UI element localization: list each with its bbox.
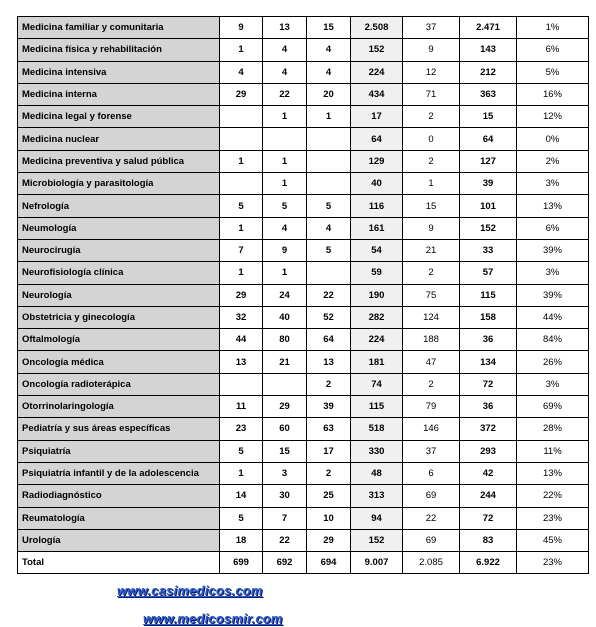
value-cell: 13 <box>263 17 307 39</box>
medicosmir-link[interactable]: www.medicosmir.com <box>143 611 283 626</box>
value-cell: 282 <box>351 306 403 328</box>
value-cell: 9 <box>220 17 263 39</box>
table-row <box>18 373 589 395</box>
value-cell: 63 <box>307 418 351 440</box>
value-cell: 6 <box>403 462 460 484</box>
value-cell <box>263 373 307 395</box>
value-cell: 16% <box>517 83 589 105</box>
specialty-name-cell: Radiodiagnóstico <box>18 485 220 507</box>
value-cell: 7 <box>220 239 263 261</box>
value-cell: 71 <box>403 83 460 105</box>
value-cell: 3 <box>263 462 307 484</box>
value-cell: 134 <box>460 351 517 373</box>
value-cell: 13 <box>220 351 263 373</box>
value-cell: 69 <box>403 529 460 551</box>
value-cell: 1 <box>220 462 263 484</box>
value-cell: 54 <box>351 239 403 261</box>
specialty-name-cell: Medicina física y rehabilitación <box>18 39 220 61</box>
value-cell: 143 <box>460 39 517 61</box>
value-cell: 64 <box>307 329 351 351</box>
table-row <box>18 329 589 351</box>
value-cell: 15 <box>403 195 460 217</box>
value-cell: 21 <box>403 239 460 261</box>
value-cell: 52 <box>307 306 351 328</box>
specialty-name-cell: Reumatología <box>18 507 220 529</box>
value-cell: 6% <box>517 39 589 61</box>
table-row <box>18 418 589 440</box>
value-cell: 2.471 <box>460 17 517 39</box>
value-cell: 4 <box>307 61 351 83</box>
value-cell <box>307 150 351 172</box>
value-cell: 72 <box>460 373 517 395</box>
value-cell: 69% <box>517 396 589 418</box>
value-cell: 4 <box>307 217 351 239</box>
value-cell: 15 <box>263 440 307 462</box>
value-cell: 699 <box>220 552 263 574</box>
table-row <box>18 83 589 105</box>
value-cell: 26% <box>517 351 589 373</box>
value-cell: 42 <box>460 462 517 484</box>
value-cell <box>220 128 263 150</box>
specialty-name-cell: Oncología radioterápica <box>18 373 220 395</box>
specialty-name-cell: Medicina preventiva y salud pública <box>18 150 220 172</box>
value-cell: 152 <box>351 39 403 61</box>
value-cell: 224 <box>351 329 403 351</box>
value-cell: 37 <box>403 440 460 462</box>
value-cell: 83 <box>460 529 517 551</box>
specialty-name-cell: Neumología <box>18 217 220 239</box>
value-cell: 1 <box>220 217 263 239</box>
value-cell: 23% <box>517 552 589 574</box>
value-cell: 116 <box>351 195 403 217</box>
specialty-name-cell: Neurofisiología clínica <box>18 262 220 284</box>
value-cell: 5 <box>220 507 263 529</box>
value-cell: 22 <box>403 507 460 529</box>
value-cell: 330 <box>351 440 403 462</box>
specialty-name-cell: Medicina legal y forense <box>18 106 220 128</box>
value-cell: 39% <box>517 284 589 306</box>
value-cell: 372 <box>460 418 517 440</box>
value-cell: 1% <box>517 17 589 39</box>
value-cell: 29 <box>263 396 307 418</box>
value-cell: 30 <box>263 485 307 507</box>
value-cell: 2 <box>403 150 460 172</box>
value-cell: 2 <box>403 106 460 128</box>
value-cell: 22 <box>307 284 351 306</box>
value-cell: 13% <box>517 195 589 217</box>
value-cell: 15 <box>460 106 517 128</box>
value-cell: 29 <box>220 83 263 105</box>
value-cell: 3% <box>517 262 589 284</box>
value-cell: 12% <box>517 106 589 128</box>
specialty-name-cell: Microbiología y parasitología <box>18 173 220 195</box>
value-cell: 57 <box>460 262 517 284</box>
value-cell: 212 <box>460 61 517 83</box>
value-cell: 5 <box>307 195 351 217</box>
value-cell: 115 <box>351 396 403 418</box>
value-cell: 244 <box>460 485 517 507</box>
value-cell: 60 <box>263 418 307 440</box>
value-cell: 29 <box>220 284 263 306</box>
value-cell: 45% <box>517 529 589 551</box>
specialty-name-cell: Urología <box>18 529 220 551</box>
value-cell: 4 <box>220 61 263 83</box>
specialty-name-cell: Neurología <box>18 284 220 306</box>
table-body <box>18 17 589 574</box>
specialty-table <box>17 16 589 574</box>
value-cell: 64 <box>351 128 403 150</box>
value-cell: 22% <box>517 485 589 507</box>
value-cell: 14 <box>220 485 263 507</box>
value-cell: 2% <box>517 150 589 172</box>
value-cell <box>220 373 263 395</box>
value-cell: 48 <box>351 462 403 484</box>
value-cell: 18 <box>220 529 263 551</box>
value-cell: 363 <box>460 83 517 105</box>
value-cell: 694 <box>307 552 351 574</box>
value-cell: 13% <box>517 462 589 484</box>
value-cell: 2 <box>403 262 460 284</box>
value-cell: 161 <box>351 217 403 239</box>
value-cell: 9 <box>403 39 460 61</box>
value-cell: 17 <box>351 106 403 128</box>
value-cell: 6% <box>517 217 589 239</box>
value-cell: 44 <box>220 329 263 351</box>
table-row <box>18 306 589 328</box>
value-cell: 47 <box>403 351 460 373</box>
value-cell: 2.508 <box>351 17 403 39</box>
specialty-name-cell: Oftalmología <box>18 329 220 351</box>
value-cell: 146 <box>403 418 460 440</box>
value-cell: 32 <box>220 306 263 328</box>
value-cell <box>220 106 263 128</box>
value-cell: 80 <box>263 329 307 351</box>
value-cell: 28% <box>517 418 589 440</box>
value-cell: 75 <box>403 284 460 306</box>
value-cell: 22 <box>263 83 307 105</box>
value-cell: 22 <box>263 529 307 551</box>
value-cell: 25 <box>307 485 351 507</box>
table-row <box>18 440 589 462</box>
value-cell: 0% <box>517 128 589 150</box>
value-cell: 101 <box>460 195 517 217</box>
value-cell: 36 <box>460 329 517 351</box>
specialty-name-cell: Medicina nuclear <box>18 128 220 150</box>
value-cell: 29 <box>307 529 351 551</box>
value-cell: 24 <box>263 284 307 306</box>
specialty-name-cell: Psiquiatría <box>18 440 220 462</box>
specialty-name-cell: Oncología médica <box>18 351 220 373</box>
value-cell: 23% <box>517 507 589 529</box>
value-cell: 4 <box>263 217 307 239</box>
value-cell: 2 <box>403 373 460 395</box>
table-row <box>18 239 589 261</box>
value-cell <box>263 128 307 150</box>
value-cell: 4 <box>307 39 351 61</box>
value-cell: 20 <box>307 83 351 105</box>
table-row <box>18 195 589 217</box>
table-row <box>18 284 589 306</box>
value-cell: 3% <box>517 173 589 195</box>
value-cell: 13 <box>307 351 351 373</box>
value-cell: 15 <box>307 17 351 39</box>
value-cell: 10 <box>307 507 351 529</box>
value-cell: 2 <box>307 373 351 395</box>
value-cell: 1 <box>307 106 351 128</box>
value-cell: 74 <box>351 373 403 395</box>
table-row <box>18 217 589 239</box>
value-cell: 72 <box>460 507 517 529</box>
value-cell: 1 <box>220 39 263 61</box>
value-cell <box>307 173 351 195</box>
value-cell <box>307 128 351 150</box>
value-cell: 5 <box>220 195 263 217</box>
value-cell: 40 <box>263 306 307 328</box>
table-row <box>18 39 589 61</box>
value-cell: 224 <box>351 61 403 83</box>
total-row <box>18 552 589 574</box>
value-cell: 39 <box>460 173 517 195</box>
value-cell: 1 <box>263 106 307 128</box>
specialty-name-cell: Neurocirugía <box>18 239 220 261</box>
value-cell: 40 <box>351 173 403 195</box>
specialty-name-cell: Otorrinolaringología <box>18 396 220 418</box>
value-cell: 4 <box>263 39 307 61</box>
table-row <box>18 507 589 529</box>
value-cell: 190 <box>351 284 403 306</box>
value-cell: 692 <box>263 552 307 574</box>
value-cell: 94 <box>351 507 403 529</box>
table-row <box>18 17 589 39</box>
specialty-name-cell: Obstetricia y ginecología <box>18 306 220 328</box>
value-cell: 39 <box>307 396 351 418</box>
value-cell: 4 <box>263 61 307 83</box>
table-row <box>18 485 589 507</box>
value-cell <box>220 173 263 195</box>
value-cell: 9 <box>263 239 307 261</box>
specialty-name-cell: Total <box>18 552 220 574</box>
value-cell: 434 <box>351 83 403 105</box>
table-row <box>18 351 589 373</box>
value-cell: 37 <box>403 17 460 39</box>
value-cell: 2.085 <box>403 552 460 574</box>
value-cell: 9.007 <box>351 552 403 574</box>
specialty-name-cell: Nefrología <box>18 195 220 217</box>
value-cell: 23 <box>220 418 263 440</box>
value-cell: 21 <box>263 351 307 373</box>
value-cell: 1 <box>220 150 263 172</box>
value-cell: 518 <box>351 418 403 440</box>
table-row <box>18 173 589 195</box>
value-cell: 1 <box>220 262 263 284</box>
value-cell: 44% <box>517 306 589 328</box>
specialty-name-cell: Pediatría y sus áreas específicas <box>18 418 220 440</box>
value-cell: 5 <box>263 195 307 217</box>
value-cell: 84% <box>517 329 589 351</box>
value-cell: 11 <box>220 396 263 418</box>
value-cell: 152 <box>460 217 517 239</box>
value-cell: 36 <box>460 396 517 418</box>
value-cell: 5 <box>307 239 351 261</box>
value-cell: 1 <box>263 262 307 284</box>
value-cell: 115 <box>460 284 517 306</box>
value-cell: 79 <box>403 396 460 418</box>
value-cell: 1 <box>263 173 307 195</box>
value-cell: 158 <box>460 306 517 328</box>
value-cell: 69 <box>403 485 460 507</box>
value-cell: 5% <box>517 61 589 83</box>
value-cell: 1 <box>403 173 460 195</box>
value-cell: 1 <box>263 150 307 172</box>
table-row <box>18 61 589 83</box>
value-cell: 33 <box>460 239 517 261</box>
table-row <box>18 529 589 551</box>
specialty-name-cell: Medicina interna <box>18 83 220 105</box>
value-cell: 129 <box>351 150 403 172</box>
value-cell: 11% <box>517 440 589 462</box>
value-cell: 17 <box>307 440 351 462</box>
table-row <box>18 128 589 150</box>
value-cell: 293 <box>460 440 517 462</box>
value-cell: 152 <box>351 529 403 551</box>
value-cell: 12 <box>403 61 460 83</box>
table-row <box>18 462 589 484</box>
value-cell: 124 <box>403 306 460 328</box>
value-cell: 39% <box>517 239 589 261</box>
value-cell <box>307 262 351 284</box>
value-cell: 188 <box>403 329 460 351</box>
table-row <box>18 396 589 418</box>
value-cell: 181 <box>351 351 403 373</box>
specialty-name-cell: Psiquiatría infantil y de la adolescencia <box>18 462 220 484</box>
value-cell: 59 <box>351 262 403 284</box>
casimedicos-link[interactable]: www.casimedicos.com <box>117 583 263 598</box>
table-row <box>18 150 589 172</box>
value-cell: 5 <box>220 440 263 462</box>
value-cell: 9 <box>403 217 460 239</box>
value-cell: 313 <box>351 485 403 507</box>
specialty-name-cell: Medicina familiar y comunitaria <box>18 17 220 39</box>
specialty-name-cell: Medicina intensiva <box>18 61 220 83</box>
table-row <box>18 106 589 128</box>
value-cell: 2 <box>307 462 351 484</box>
value-cell: 0 <box>403 128 460 150</box>
value-cell: 64 <box>460 128 517 150</box>
value-cell: 6.922 <box>460 552 517 574</box>
value-cell: 7 <box>263 507 307 529</box>
value-cell: 127 <box>460 150 517 172</box>
value-cell: 3% <box>517 373 589 395</box>
table-row <box>18 262 589 284</box>
